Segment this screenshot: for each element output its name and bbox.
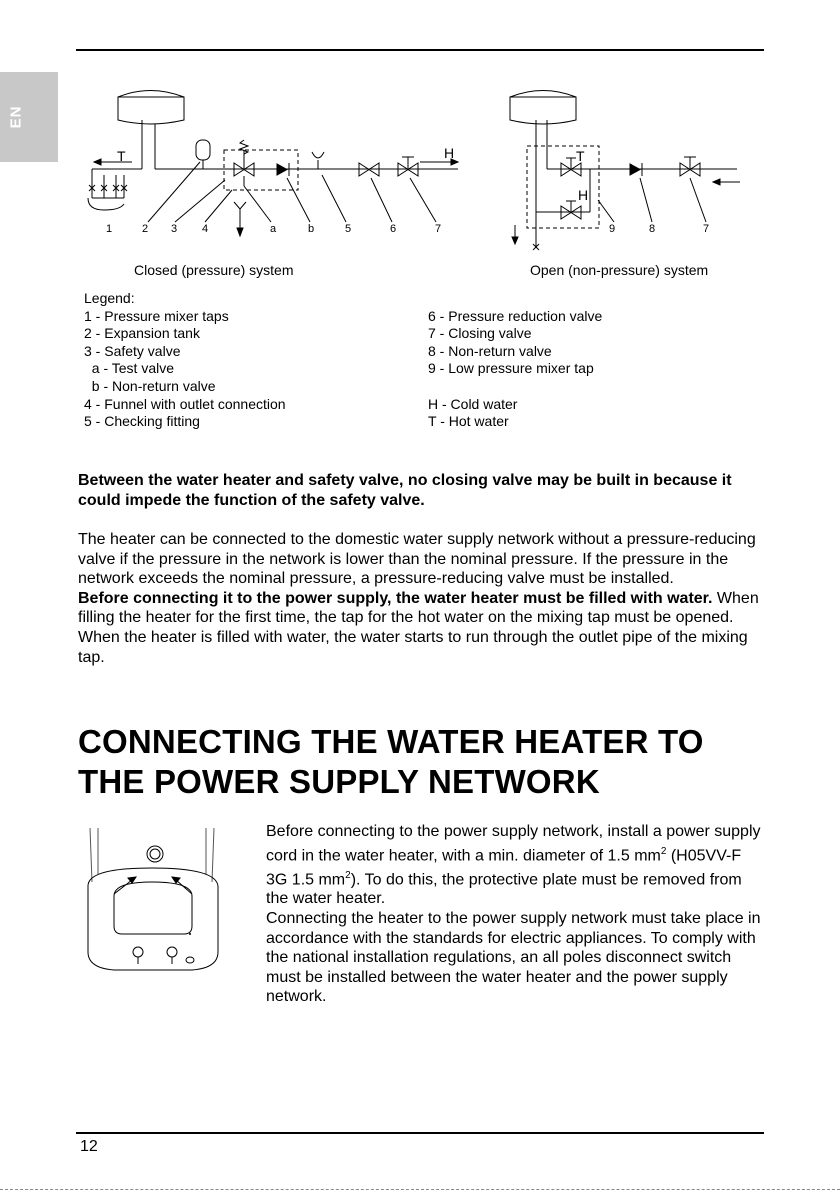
heading-line-1: CONNECTING THE WATER HEATER TO <box>78 723 704 760</box>
legend-title: Legend: <box>84 290 135 306</box>
closed-number: 4 <box>202 223 209 235</box>
power-standards-paragraph: Connecting the heater to the power supply network must take place in accordance with the standards for electric appliances. To comply with the national installation regulations, an all poles disconnect switch must be installed between the water heater and the power supply network. <box>266 910 761 1006</box>
closed-system-caption: Closed (pressure) system <box>134 262 294 278</box>
closed-label-t: T <box>117 148 126 164</box>
legend-left <box>84 290 286 431</box>
heading-line-2: THE POWER SUPPLY NETWORK <box>78 763 600 800</box>
power-cord-text-b: (H05VV-F 3G 1.5 mm <box>266 846 742 888</box>
open-number: 7 <box>703 223 710 235</box>
legend-item: 8 - Non-return valve <box>428 342 552 359</box>
filling-paragraph <box>78 589 762 667</box>
superscript: 2 <box>345 869 351 881</box>
page-number: 12 <box>80 1138 98 1155</box>
closed-number: 2 <box>142 223 149 235</box>
open-number: 8 <box>649 223 656 235</box>
closed-number: a <box>270 223 277 235</box>
closed-number: 5 <box>345 223 352 235</box>
installation-diagram <box>80 80 760 260</box>
language-tab-label: EN <box>7 105 25 129</box>
superscript: 2 <box>660 845 667 857</box>
open-label-t: T <box>576 148 585 164</box>
power-cord-paragraph <box>266 822 762 909</box>
legend-item: 1 - Pressure mixer taps <box>84 307 229 324</box>
legend-item: 3 - Safety valve <box>84 342 181 359</box>
bottom-rule <box>76 1132 764 1134</box>
power-cord-text-a: Before connecting to the power supply network, install a power supply cord in the water heater, with a min. diameter of 1.5 mm <box>266 823 761 864</box>
closed-number: 3 <box>171 223 178 235</box>
pressure-paragraph: The heater can be connected to the domestic water supply network without a pressure-reducing valve if the pressure in the network is lower than the nominal pressure. If the pressure in the network exceeds the nominal pressure, a pressure-reducing valve must be installed. <box>78 531 756 588</box>
legend-item: 5 - Checking fitting <box>84 413 200 430</box>
legend-item: a - Test valve <box>84 360 175 377</box>
legend-item: H - Cold water <box>428 395 518 412</box>
filling-warning: Before connecting it to the power supply, the water heater must be filled with water. <box>78 589 713 607</box>
power-supply-text <box>266 822 762 1007</box>
closed-label-h: H <box>444 145 455 161</box>
page-bottom-edge <box>0 1189 840 1190</box>
safety-warning: Between the water heater and safety valve, no closing valve may be built in because it could impede the function of the safety valve. <box>78 472 732 509</box>
section-heading <box>78 722 704 802</box>
power-cord-text-c: ). To do this, the protective plate must be removed from the water heater. <box>266 870 742 908</box>
legend-item: 9 - Low pressure mixer tap <box>428 360 594 377</box>
legend-item: T - Hot water <box>428 413 509 430</box>
legend-right <box>428 308 602 431</box>
legend-item <box>428 378 602 396</box>
language-tab <box>0 72 58 162</box>
open-system-caption: Open (non-pressure) system <box>530 262 709 278</box>
filling-text: When filling the heater for the first time, the tap for the hot water on the mixing tap must be opened. When the heater is filled with water, the water starts to run through the outlet pipe of the mixing tap. <box>78 589 759 666</box>
body-text <box>78 530 762 667</box>
legend-item: 7 - Closing valve <box>428 325 532 342</box>
top-rule <box>76 49 764 51</box>
closed-number: 7 <box>435 223 442 235</box>
legend-item: b - Non-return valve <box>84 377 216 394</box>
closed-system-schematic <box>88 91 458 237</box>
legend-item: 2 - Expansion tank <box>84 325 200 342</box>
closed-number: 6 <box>390 223 397 235</box>
open-number: 9 <box>609 223 616 235</box>
closed-number: b <box>308 223 315 235</box>
water-heater-illustration <box>80 822 230 982</box>
open-label-h: H <box>578 187 589 203</box>
legend-item: 4 - Funnel with outlet connection <box>84 395 286 412</box>
legend-item: 6 - Pressure reduction valve <box>428 307 603 324</box>
closed-number: 1 <box>106 223 113 235</box>
